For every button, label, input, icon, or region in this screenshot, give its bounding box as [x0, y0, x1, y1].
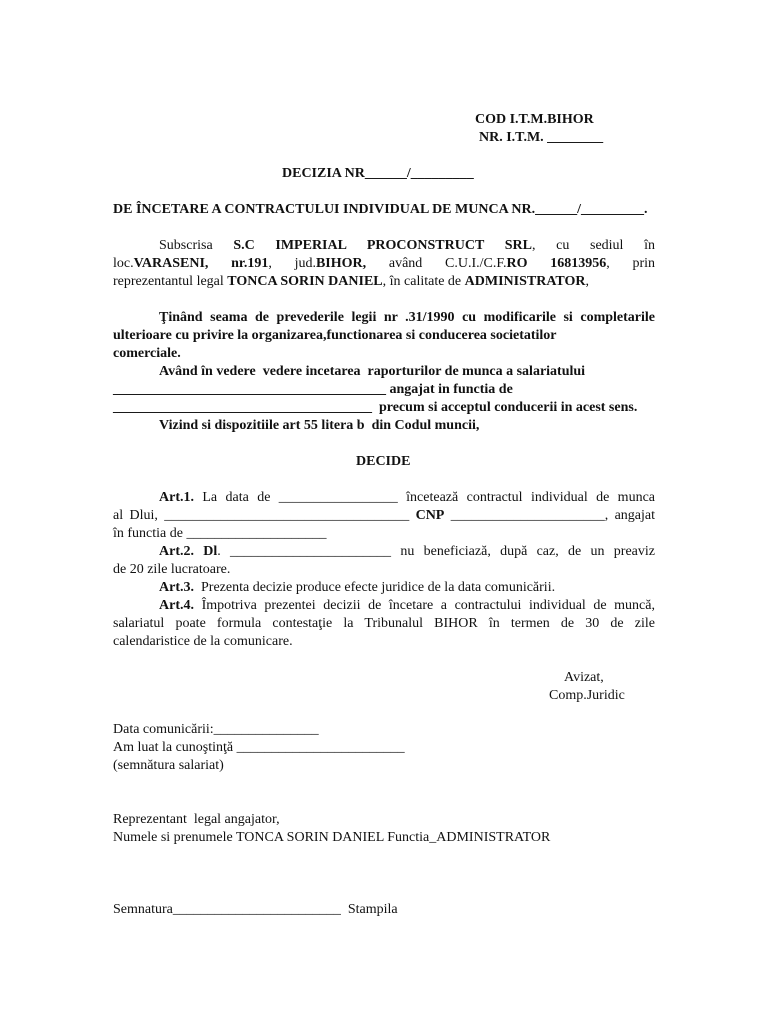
considerent-line-6: _____________________________________ precum si acceptul conducerii in acest sens.: [113, 400, 638, 415]
intro-line-3: reprezentantul legal TONCA SORIN DANIEL, în calitate de ADMINISTRATOR,: [113, 274, 589, 289]
art1-line-2: al Dlui, ___________________________________ CNP ______________________, angajat: [113, 508, 655, 523]
art1-line-3: în functia de ____________________: [113, 526, 327, 541]
data-comunicarii: Data comunicării:_______________: [113, 722, 319, 737]
art4-line-3: calendaristice de la comunicare.: [113, 634, 293, 649]
art2-line-2: de 20 zile lucratoare.: [113, 562, 231, 577]
decizia-title: DECIZIA NR______/_________: [282, 166, 474, 181]
am-luat-la-cunostinta: Am luat la cunoştinţă ________________________: [113, 740, 405, 755]
nr-itm: NR. I.T.M. ________: [479, 130, 604, 145]
decizia-subtitle: DE ÎNCETARE A CONTRACTULUI INDIVIDUAL DE MUNCA NR.______/_________.: [113, 202, 648, 217]
nume-reprezentant: Numele si prenumele TONCA SORIN DANIEL Functia_ADMINISTRATOR: [113, 830, 551, 845]
art1-line-1: Art.1. La data de _________________ încetează contractul individual de munca: [159, 490, 655, 505]
art2-line-1: Art.2. Dl. _______________________ nu beneficiază, după caz, de un preaviz: [159, 544, 655, 559]
avizat-label: Avizat,: [564, 670, 604, 685]
decide-heading: DECIDE: [356, 454, 411, 469]
considerent-line-5: _______________________________________ angajat in functia de: [113, 382, 513, 397]
intro-line-2: loc.VARASENI, nr.191, jud.BIHOR, având C.U.I./C.F.RO 16813956, prin: [113, 256, 655, 271]
semnatura-stampila: Semnatura________________________ Stampila: [113, 902, 398, 917]
art4-line-2: salariatul poate formula contestaţie la Tribunalul BIHOR în termen de 30 de zile: [113, 616, 655, 631]
comp-juridic-label: Comp.Juridic: [549, 688, 625, 703]
considerent-line-3: comerciale.: [113, 346, 181, 361]
considerent-line-4: Având în vedere vedere incetarea raporturilor de munca a salariatului: [159, 364, 586, 379]
semnatura-salariat-label: (semnătura salariat): [113, 758, 224, 773]
intro-line-1: Subscrisa S.C IMPERIAL PROCONSTRUCT SRL, cu sediul în: [159, 238, 655, 253]
cod-itm: COD I.T.M.BIHOR: [475, 112, 594, 127]
considerent-line-2: ulterioare cu privire la organizarea,functionarea si conducerea societatilor: [113, 328, 557, 343]
considerent-line-7: Vizind si dispozitiile art 55 litera b din Codul muncii,: [159, 418, 480, 433]
art3-line-1: Art.3. Prezenta decizie produce efecte juridice de la data comunicării.: [159, 580, 556, 595]
considerent-line-1: Ţinând seama de prevederile legii nr .31/1990 cu modificarile si completarile: [159, 310, 655, 325]
reprezentant-label: Reprezentant legal angajator,: [113, 812, 280, 827]
art4-line-1: Art.4. Împotriva prezentei decizii de încetare a contractului individual de muncă,: [159, 598, 655, 613]
